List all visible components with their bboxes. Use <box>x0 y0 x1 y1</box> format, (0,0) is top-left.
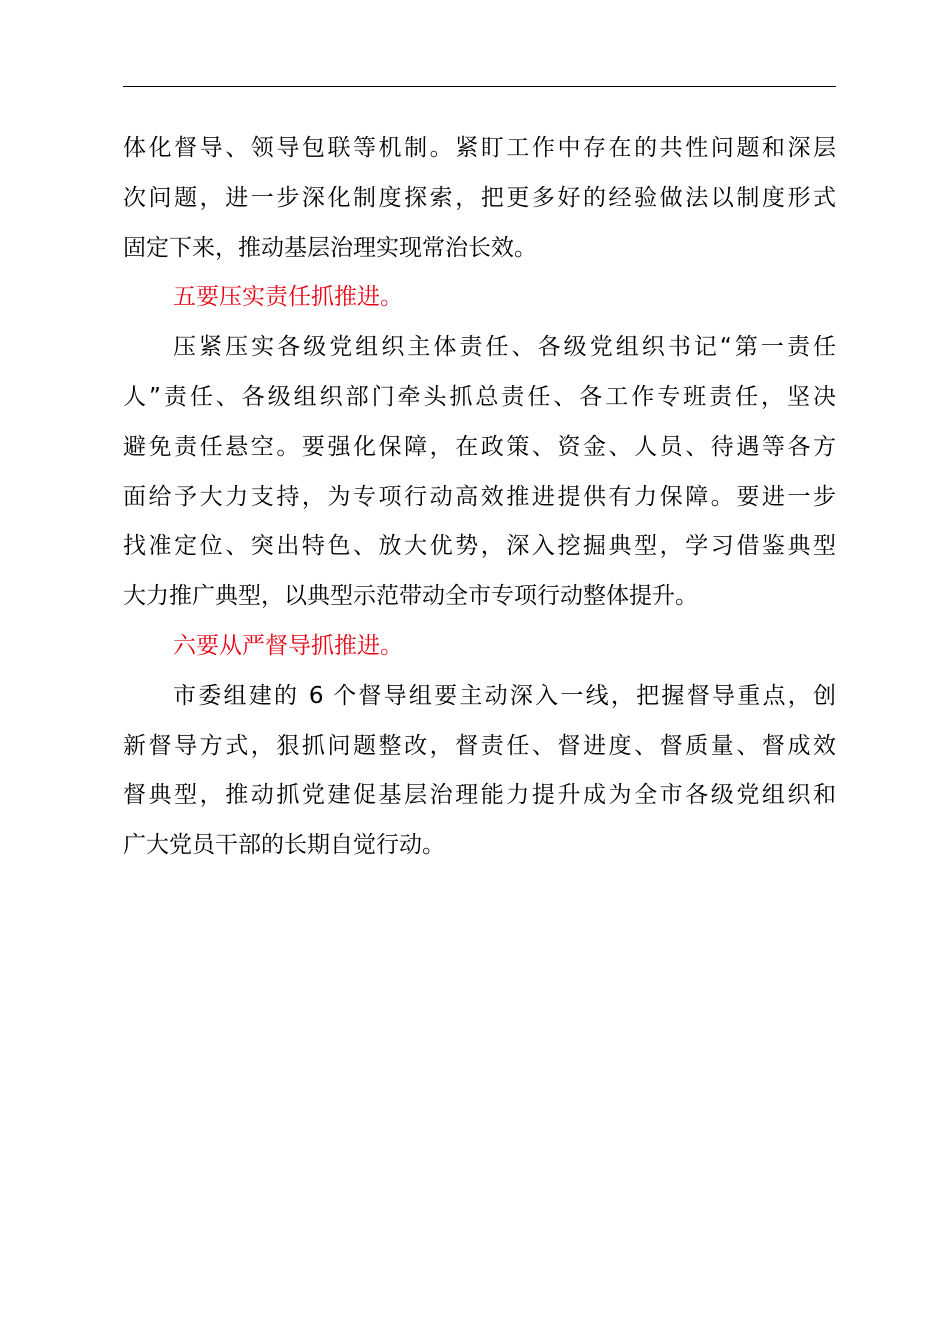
paragraph-responsibility <box>123 323 836 622</box>
document-body <box>123 124 836 871</box>
text-line: 压紧压实各级党组织主体责任、各级党组织书记“第一责任 <box>173 334 836 361</box>
paragraph-supervision <box>123 672 836 871</box>
text-line: 人”责任、各级组织部门牵头抓总责任、各工作专班责任，坚决 <box>123 383 836 410</box>
section-heading-six: 六要从严督导抓推进。 <box>173 632 403 659</box>
text-line: 避免责任悬空。要强化保障，在政策、资金、人员、待遇等各方 <box>123 433 836 460</box>
text-line: 找准定位、突出特色、放大优势，深入挖掘典型，学习借鉴典型 <box>123 533 836 560</box>
paragraph-mechanisms <box>123 124 836 273</box>
text-line: 大力推广典型，以典型示范带动全市专项行动整体提升。 <box>123 583 698 610</box>
text-line: 面给予大力支持，为专项行动高效推进提供有力保障。要进一步 <box>123 483 836 510</box>
text-line: 市委组建的 6 个督导组要主动深入一线，把握督导重点，创 <box>173 682 836 709</box>
text-line: 体化督导、领导包联等机制。紧盯工作中存在的共性问题和深层 <box>123 135 836 161</box>
text-line: 次问题，进一步深化制度探索，把更多好的经验做法以制度形式 <box>123 184 836 211</box>
section-heading-five: 五要压实责任抓推进。 <box>173 284 403 311</box>
header-rule <box>123 86 836 87</box>
text-line: 广大党员干部的长期自觉行动。 <box>123 832 445 859</box>
text-line: 新督导方式，狠抓问题整改，督责任、督进度、督质量、督成效 <box>123 732 836 759</box>
text-line: 固定下来，推动基层治理实现常治长效。 <box>123 234 537 261</box>
text-line: 督典型，推动抓党建促基层治理能力提升成为全市各级党组织和 <box>123 782 836 809</box>
